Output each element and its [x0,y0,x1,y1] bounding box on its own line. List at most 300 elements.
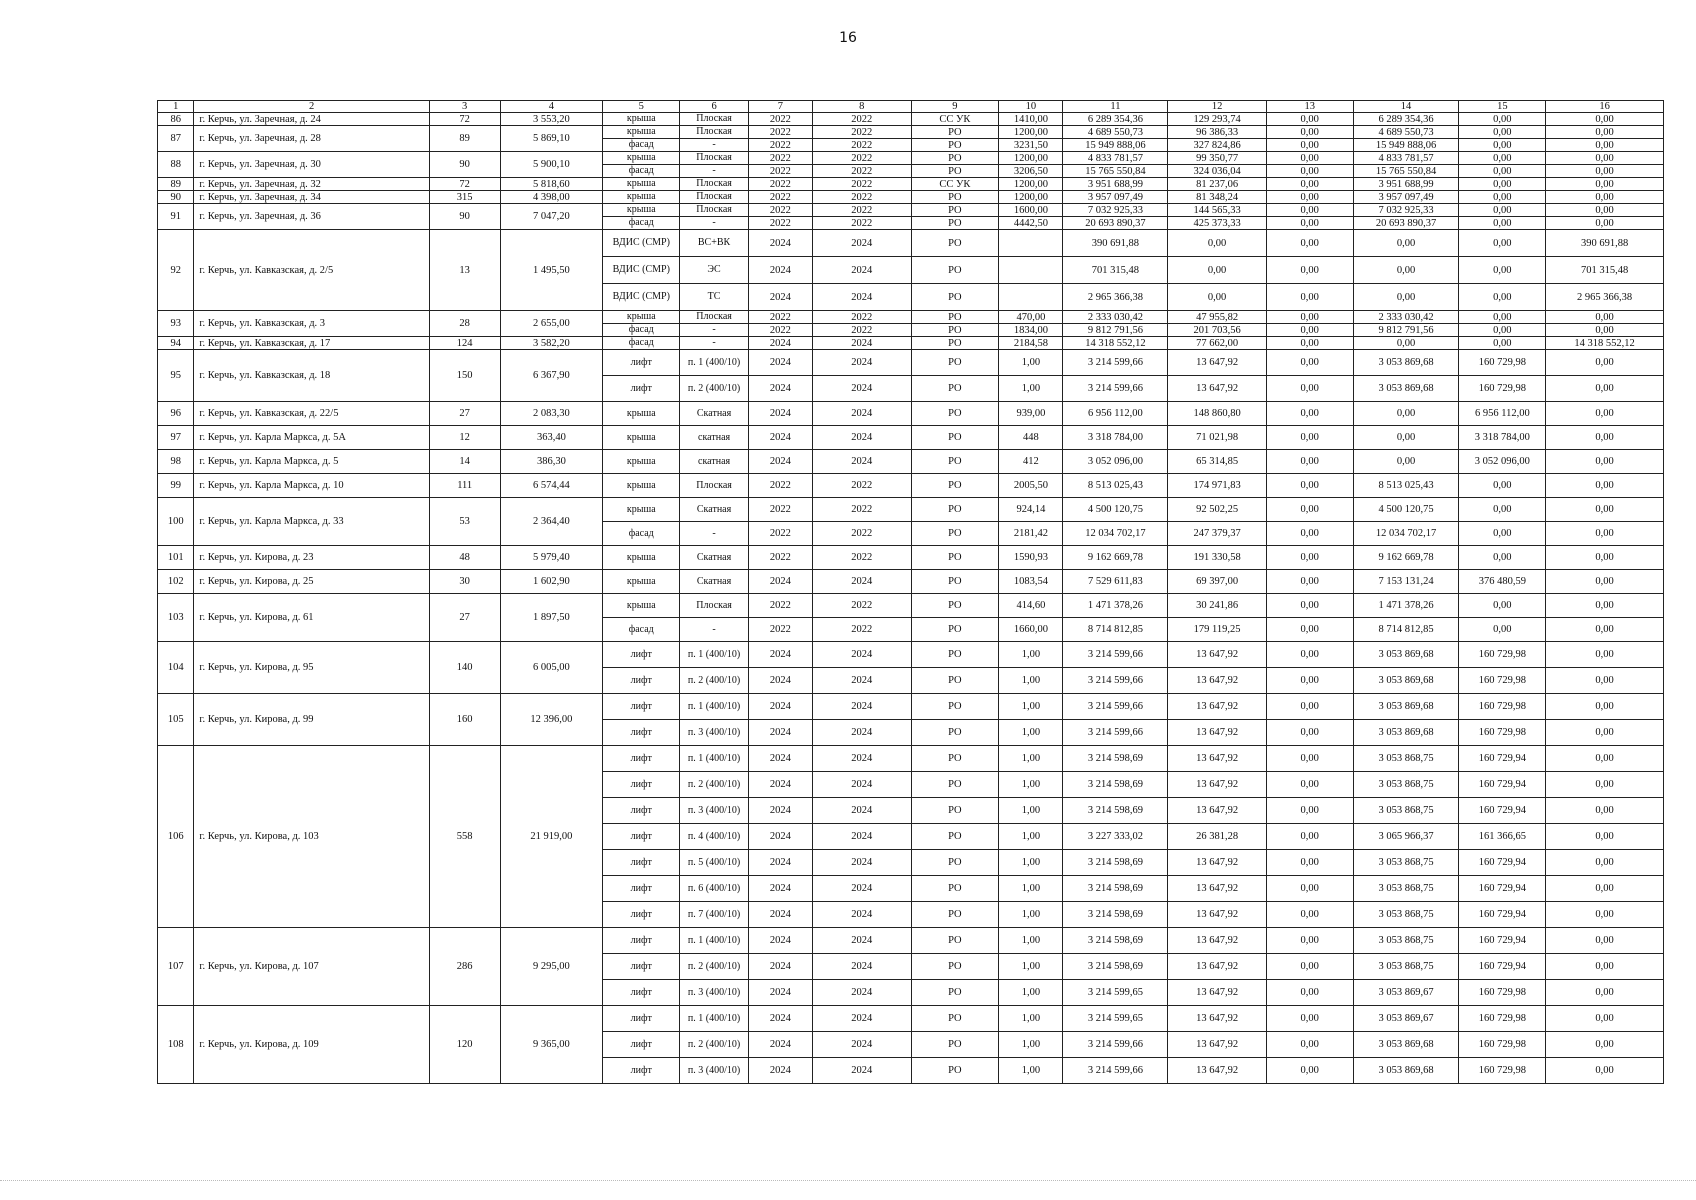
work-cell-col-15: 0,00 [1459,204,1546,217]
work-cell-col-5: ВДИС (СМР) [603,257,680,284]
column-3-cell: 53 [429,498,500,546]
work-cell-col-15: 0,00 [1459,126,1546,139]
row-number-cell: 93 [158,311,194,337]
work-cell-col-16: 0,00 [1546,594,1664,618]
work-cell-col-7: 2024 [748,426,812,450]
area-cell: 363,40 [500,426,603,450]
work-cell-col-13: 0,00 [1266,337,1353,350]
work-cell-col-8: 2024 [813,257,911,284]
work-cell-col-6: Плоская [680,311,749,324]
work-cell-col-12: 71 021,98 [1168,426,1266,450]
area-cell: 386,30 [500,450,603,474]
work-cell-col-7: 2024 [748,668,812,694]
work-cell-col-16: 0,00 [1546,474,1664,498]
address-cell: г. Керчь, ул. Кирова, д. 103 [194,746,429,928]
work-cell-col-14: 0,00 [1353,402,1459,426]
work-cell-col-6: ТС [680,284,749,311]
work-cell-col-11: 3 214 599,66 [1063,642,1168,668]
row-number-cell: 88 [158,152,194,178]
address-cell: г. Керчь, ул. Заречная, д. 24 [194,113,429,126]
work-cell-col-14: 3 053 868,75 [1353,772,1459,798]
work-cell-col-6: п. 3 (400/10) [680,1058,749,1084]
work-cell-col-14: 4 689 550,73 [1353,126,1459,139]
table-row [158,191,1664,204]
work-cell-col-9: РО [911,139,999,152]
row-number-cell: 98 [158,450,194,474]
work-cell-col-6: - [680,217,749,230]
work-cell-col-14: 3 053 869,68 [1353,1058,1459,1084]
work-cell-col-16: 701 315,48 [1546,257,1664,284]
work-cell-col-14: 3 053 868,75 [1353,850,1459,876]
work-cell-col-10: 1,00 [999,876,1063,902]
work-cell-col-9: РО [911,257,999,284]
work-cell-col-7: 2024 [748,1006,812,1032]
address-cell: г. Керчь, ул. Заречная, д. 30 [194,152,429,178]
work-cell-col-11: 2 333 030,42 [1063,311,1168,324]
row-number-cell: 97 [158,426,194,450]
work-cell-col-11: 3 214 599,66 [1063,376,1168,402]
work-cell-col-10: 1,00 [999,954,1063,980]
work-cell-col-11: 3 214 599,66 [1063,720,1168,746]
work-cell-col-12: 47 955,82 [1168,311,1266,324]
area-cell: 5 900,10 [500,152,603,178]
work-cell-col-16: 0,00 [1546,1058,1664,1084]
work-cell-col-6: п. 2 (400/10) [680,668,749,694]
work-cell-col-16: 0,00 [1546,668,1664,694]
work-cell-col-14: 8 714 812,85 [1353,618,1459,642]
work-cell-col-11: 3 214 599,66 [1063,1032,1168,1058]
work-cell-col-16: 0,00 [1546,902,1664,928]
column-3-cell: 14 [429,450,500,474]
work-cell-col-9: РО [911,126,999,139]
work-cell-col-13: 0,00 [1266,284,1353,311]
column-3-cell: 90 [429,152,500,178]
work-cell-col-12: 13 647,92 [1168,850,1266,876]
work-cell-col-13: 0,00 [1266,165,1353,178]
work-cell-col-7: 2024 [748,772,812,798]
table-row [158,570,1664,594]
table-row [158,1006,1664,1032]
work-cell-col-16: 0,00 [1546,139,1664,152]
table-row [158,642,1664,668]
row-number-cell: 107 [158,928,194,1006]
work-cell-col-15: 161 366,65 [1459,824,1546,850]
work-cell-col-10: 1083,54 [999,570,1063,594]
work-cell-col-7: 2022 [748,126,812,139]
work-cell-col-15: 160 729,98 [1459,1058,1546,1084]
work-cell-col-11: 8 714 812,85 [1063,618,1168,642]
column-header-6: 6 [680,101,749,113]
area-cell: 9 365,00 [500,1006,603,1084]
work-cell-col-13: 0,00 [1266,928,1353,954]
work-cell-col-9: РО [911,618,999,642]
work-cell-col-9: РО [911,191,999,204]
work-cell-col-12: 13 647,92 [1168,772,1266,798]
work-cell-col-12: 129 293,74 [1168,113,1266,126]
work-cell-col-9: РО [911,772,999,798]
work-cell-col-15: 0,00 [1459,178,1546,191]
area-cell: 5 869,10 [500,126,603,152]
work-cell-col-12: 327 824,86 [1168,139,1266,152]
address-cell: г. Керчь, ул. Кавказская, д. 2/5 [194,230,429,311]
work-cell-col-10: 412 [999,450,1063,474]
work-cell-col-8: 2024 [813,1006,911,1032]
work-cell-col-11: 4 833 781,57 [1063,152,1168,165]
work-cell-col-6: - [680,324,749,337]
work-cell-col-6: п. 1 (400/10) [680,928,749,954]
work-cell-col-12: 324 036,04 [1168,165,1266,178]
work-cell-col-15: 160 729,94 [1459,902,1546,928]
work-cell-col-12: 13 647,92 [1168,928,1266,954]
work-cell-col-14: 3 053 869,68 [1353,694,1459,720]
work-cell-col-5: лифт [603,694,680,720]
work-cell-col-14: 3 053 868,75 [1353,876,1459,902]
work-cell-col-16: 0,00 [1546,324,1664,337]
work-cell-col-15: 6 956 112,00 [1459,402,1546,426]
work-cell-col-13: 0,00 [1266,1006,1353,1032]
work-cell-col-15: 0,00 [1459,257,1546,284]
work-cell-col-6: Плоская [680,594,749,618]
work-cell-col-9: РО [911,876,999,902]
work-cell-col-13: 0,00 [1266,642,1353,668]
work-cell-col-13: 0,00 [1266,798,1353,824]
column-header-7: 7 [748,101,812,113]
work-cell-col-8: 2024 [813,337,911,350]
work-cell-col-12: 13 647,92 [1168,876,1266,902]
work-cell-col-10: 1,00 [999,980,1063,1006]
work-cell-col-15: 160 729,94 [1459,772,1546,798]
work-cell-col-8: 2022 [813,178,911,191]
work-cell-col-11: 3 052 096,00 [1063,450,1168,474]
work-cell-col-6: - [680,165,749,178]
work-cell-col-7: 2024 [748,850,812,876]
work-cell-col-7: 2024 [748,746,812,772]
table-row [158,311,1664,324]
work-cell-col-13: 0,00 [1266,720,1353,746]
work-cell-col-11: 701 315,48 [1063,257,1168,284]
column-header-16: 16 [1546,101,1664,113]
work-cell-col-13: 0,00 [1266,980,1353,1006]
work-cell-col-6: - [680,337,749,350]
work-cell-col-7: 2024 [748,694,812,720]
work-cell-col-16: 0,00 [1546,570,1664,594]
work-cell-col-10: 1,00 [999,642,1063,668]
work-cell-col-6: п. 1 (400/10) [680,694,749,720]
work-cell-col-15: 160 729,94 [1459,876,1546,902]
column-header-12: 12 [1168,101,1266,113]
work-cell-col-9: РО [911,474,999,498]
work-cell-col-8: 2022 [813,324,911,337]
work-cell-col-11: 3 214 599,65 [1063,980,1168,1006]
column-3-cell: 111 [429,474,500,498]
work-cell-col-9: РО [911,570,999,594]
area-cell: 4 398,00 [500,191,603,204]
work-cell-col-9: РО [911,522,999,546]
work-cell-col-6: скатная [680,450,749,474]
work-cell-col-9: СС УК [911,113,999,126]
table-row [158,746,1664,772]
work-cell-col-8: 2024 [813,850,911,876]
work-cell-col-5: лифт [603,798,680,824]
work-cell-col-11: 15 949 888,06 [1063,139,1168,152]
address-cell: г. Керчь, ул. Кирова, д. 107 [194,928,429,1006]
work-cell-col-9: РО [911,402,999,426]
work-cell-col-10: 1,00 [999,798,1063,824]
column-header-9: 9 [911,101,999,113]
work-cell-col-8: 2022 [813,165,911,178]
work-cell-col-12: 13 647,92 [1168,1058,1266,1084]
work-cell-col-10: 1,00 [999,668,1063,694]
work-cell-col-10: 1,00 [999,350,1063,376]
work-cell-col-9: РО [911,311,999,324]
area-cell: 3 582,20 [500,337,603,350]
work-cell-col-11: 3 214 599,65 [1063,1006,1168,1032]
work-cell-col-12: 201 703,56 [1168,324,1266,337]
table-row [158,450,1664,474]
work-cell-col-7: 2024 [748,230,812,257]
work-cell-col-14: 3 053 869,68 [1353,350,1459,376]
work-cell-col-14: 3 957 097,49 [1353,191,1459,204]
work-cell-col-8: 2022 [813,139,911,152]
work-cell-col-8: 2022 [813,204,911,217]
work-cell-col-7: 2024 [748,980,812,1006]
work-cell-col-5: лифт [603,1006,680,1032]
work-cell-col-11: 3 214 598,69 [1063,876,1168,902]
work-cell-col-16: 0,00 [1546,402,1664,426]
work-cell-col-13: 0,00 [1266,217,1353,230]
area-cell: 1 495,50 [500,230,603,311]
work-cell-col-12: 13 647,92 [1168,642,1266,668]
work-cell-col-6: п. 2 (400/10) [680,1032,749,1058]
work-cell-col-14: 6 289 354,36 [1353,113,1459,126]
work-cell-col-5: лифт [603,902,680,928]
work-cell-col-16: 0,00 [1546,217,1664,230]
work-cell-col-12: 13 647,92 [1168,720,1266,746]
work-cell-col-6: п. 3 (400/10) [680,720,749,746]
work-cell-col-15: 160 729,98 [1459,980,1546,1006]
work-cell-col-6: скатная [680,426,749,450]
work-cell-col-9: РО [911,204,999,217]
work-cell-col-16: 0,00 [1546,850,1664,876]
work-cell-col-12: 174 971,83 [1168,474,1266,498]
work-cell-col-14: 7 032 925,33 [1353,204,1459,217]
work-cell-col-5: лифт [603,642,680,668]
work-cell-col-5: крыша [603,113,680,126]
work-cell-col-6: Скатная [680,498,749,522]
work-cell-col-10: 3206,50 [999,165,1063,178]
work-cell-col-8: 2024 [813,284,911,311]
work-cell-col-6: Плоская [680,113,749,126]
work-cell-col-16: 0,00 [1546,928,1664,954]
work-cell-col-11: 6 956 112,00 [1063,402,1168,426]
work-cell-col-12: 65 314,85 [1168,450,1266,474]
work-cell-col-15: 160 729,94 [1459,798,1546,824]
column-3-cell: 89 [429,126,500,152]
work-cell-col-14: 15 949 888,06 [1353,139,1459,152]
work-cell-col-7: 2024 [748,376,812,402]
work-cell-col-12: 148 860,80 [1168,402,1266,426]
work-cell-col-8: 2024 [813,694,911,720]
work-cell-col-9: РО [911,350,999,376]
work-cell-col-13: 0,00 [1266,570,1353,594]
area-cell: 3 553,20 [500,113,603,126]
work-cell-col-9: РО [911,850,999,876]
work-cell-col-6: п. 3 (400/10) [680,798,749,824]
row-number-cell: 90 [158,191,194,204]
column-header-13: 13 [1266,101,1353,113]
column-header-3: 3 [429,101,500,113]
work-cell-col-12: 179 119,25 [1168,618,1266,642]
table-row [158,126,1664,139]
work-cell-col-9: РО [911,337,999,350]
table-row [158,694,1664,720]
work-cell-col-5: лифт [603,850,680,876]
work-cell-col-15: 0,00 [1459,522,1546,546]
work-cell-col-10: 939,00 [999,402,1063,426]
work-cell-col-6: Плоская [680,178,749,191]
address-cell: г. Керчь, ул. Кирова, д. 25 [194,570,429,594]
work-cell-col-7: 2024 [748,954,812,980]
work-cell-col-10: 1,00 [999,694,1063,720]
area-cell: 6 574,44 [500,474,603,498]
work-cell-col-5: крыша [603,450,680,474]
work-cell-col-15: 0,00 [1459,113,1546,126]
row-number-cell: 104 [158,642,194,694]
work-cell-col-8: 2022 [813,217,911,230]
area-cell: 1 602,90 [500,570,603,594]
work-cell-col-8: 2022 [813,546,911,570]
work-cell-col-13: 0,00 [1266,902,1353,928]
work-cell-col-12: 191 330,58 [1168,546,1266,570]
work-cell-col-10 [999,257,1063,284]
work-cell-col-15: 0,00 [1459,618,1546,642]
work-cell-col-11: 3 227 333,02 [1063,824,1168,850]
work-cell-col-7: 2022 [748,594,812,618]
work-cell-col-6: п. 6 (400/10) [680,876,749,902]
work-cell-col-14: 7 153 131,24 [1353,570,1459,594]
work-cell-col-13: 0,00 [1266,1058,1353,1084]
work-cell-col-14: 3 053 868,75 [1353,954,1459,980]
table-row [158,113,1664,126]
area-cell: 5 979,40 [500,546,603,570]
work-cell-col-7: 2024 [748,928,812,954]
work-cell-col-11: 3 214 598,69 [1063,772,1168,798]
work-cell-col-11: 3 214 599,66 [1063,350,1168,376]
column-3-cell: 48 [429,546,500,570]
work-cell-col-5: лифт [603,668,680,694]
address-cell: г. Керчь, ул. Кирова, д. 99 [194,694,429,746]
address-cell: г. Керчь, ул. Кирова, д. 61 [194,594,429,642]
work-cell-col-12: 13 647,92 [1168,694,1266,720]
column-3-cell: 558 [429,746,500,928]
work-cell-col-15: 0,00 [1459,139,1546,152]
work-cell-col-15: 0,00 [1459,152,1546,165]
column-3-cell: 27 [429,594,500,642]
address-cell: г. Керчь, ул. Карла Маркса, д. 5 [194,450,429,474]
work-cell-col-11: 14 318 552,12 [1063,337,1168,350]
work-cell-col-10: 1200,00 [999,178,1063,191]
work-cell-col-10: 1,00 [999,1032,1063,1058]
work-cell-col-16: 0,00 [1546,772,1664,798]
area-cell: 2 364,40 [500,498,603,546]
work-cell-col-8: 2022 [813,522,911,546]
work-cell-col-15: 160 729,98 [1459,1006,1546,1032]
work-cell-col-14: 3 053 869,68 [1353,376,1459,402]
address-cell: г. Керчь, ул. Кавказская, д. 18 [194,350,429,402]
work-cell-col-5: крыша [603,474,680,498]
column-header-5: 5 [603,101,680,113]
work-cell-col-7: 2024 [748,798,812,824]
page-number: 16 [839,30,857,46]
work-cell-col-5: лифт [603,876,680,902]
row-number-cell: 89 [158,178,194,191]
work-cell-col-15: 160 729,98 [1459,720,1546,746]
row-number-cell: 100 [158,498,194,546]
work-cell-col-14: 3 053 868,75 [1353,928,1459,954]
work-cell-col-10: 1834,00 [999,324,1063,337]
work-cell-col-14: 0,00 [1353,450,1459,474]
work-cell-col-13: 0,00 [1266,1032,1353,1058]
work-cell-col-5: ВДИС (СМР) [603,230,680,257]
work-cell-col-16: 0,00 [1546,546,1664,570]
work-cell-col-5: фасад [603,337,680,350]
work-cell-col-16: 0,00 [1546,152,1664,165]
address-cell: г. Керчь, ул. Кавказская, д. 17 [194,337,429,350]
work-cell-col-7: 2024 [748,402,812,426]
work-cell-col-7: 2024 [748,284,812,311]
work-cell-col-16: 0,00 [1546,1006,1664,1032]
column-3-cell: 30 [429,570,500,594]
work-cell-col-16: 390 691,88 [1546,230,1664,257]
work-cell-col-11: 3 214 598,69 [1063,928,1168,954]
work-cell-col-9: РО [911,694,999,720]
work-cell-col-16: 14 318 552,12 [1546,337,1664,350]
work-cell-col-15: 0,00 [1459,311,1546,324]
work-cell-col-13: 0,00 [1266,474,1353,498]
table-row [158,594,1664,618]
work-cell-col-14: 3 053 868,75 [1353,746,1459,772]
work-cell-col-10: 1,00 [999,928,1063,954]
work-cell-col-15: 160 729,98 [1459,1032,1546,1058]
work-cell-col-10: 1,00 [999,772,1063,798]
work-cell-col-16: 0,00 [1546,1032,1664,1058]
work-cell-col-11: 3 214 599,66 [1063,1058,1168,1084]
work-cell-col-12: 0,00 [1168,230,1266,257]
work-cell-col-6: - [680,522,749,546]
work-cell-col-6: п. 5 (400/10) [680,850,749,876]
column-3-cell: 140 [429,642,500,694]
work-cell-col-8: 2024 [813,772,911,798]
column-3-cell: 315 [429,191,500,204]
work-cell-col-5: фасад [603,522,680,546]
work-cell-col-5: ВДИС (СМР) [603,284,680,311]
work-cell-col-12: 30 241,86 [1168,594,1266,618]
work-cell-col-7: 2024 [748,902,812,928]
work-cell-col-8: 2024 [813,720,911,746]
work-cell-col-5: крыша [603,191,680,204]
work-cell-col-13: 0,00 [1266,594,1353,618]
work-cell-col-16: 0,00 [1546,694,1664,720]
work-cell-col-7: 2022 [748,618,812,642]
column-header-10: 10 [999,101,1063,113]
work-cell-col-5: лифт [603,772,680,798]
work-cell-col-7: 2022 [748,191,812,204]
work-cell-col-13: 0,00 [1266,850,1353,876]
capital-repair-table [157,100,1664,1084]
work-cell-col-16: 0,00 [1546,980,1664,1006]
row-number-cell: 96 [158,402,194,426]
work-cell-col-16: 0,00 [1546,178,1664,191]
